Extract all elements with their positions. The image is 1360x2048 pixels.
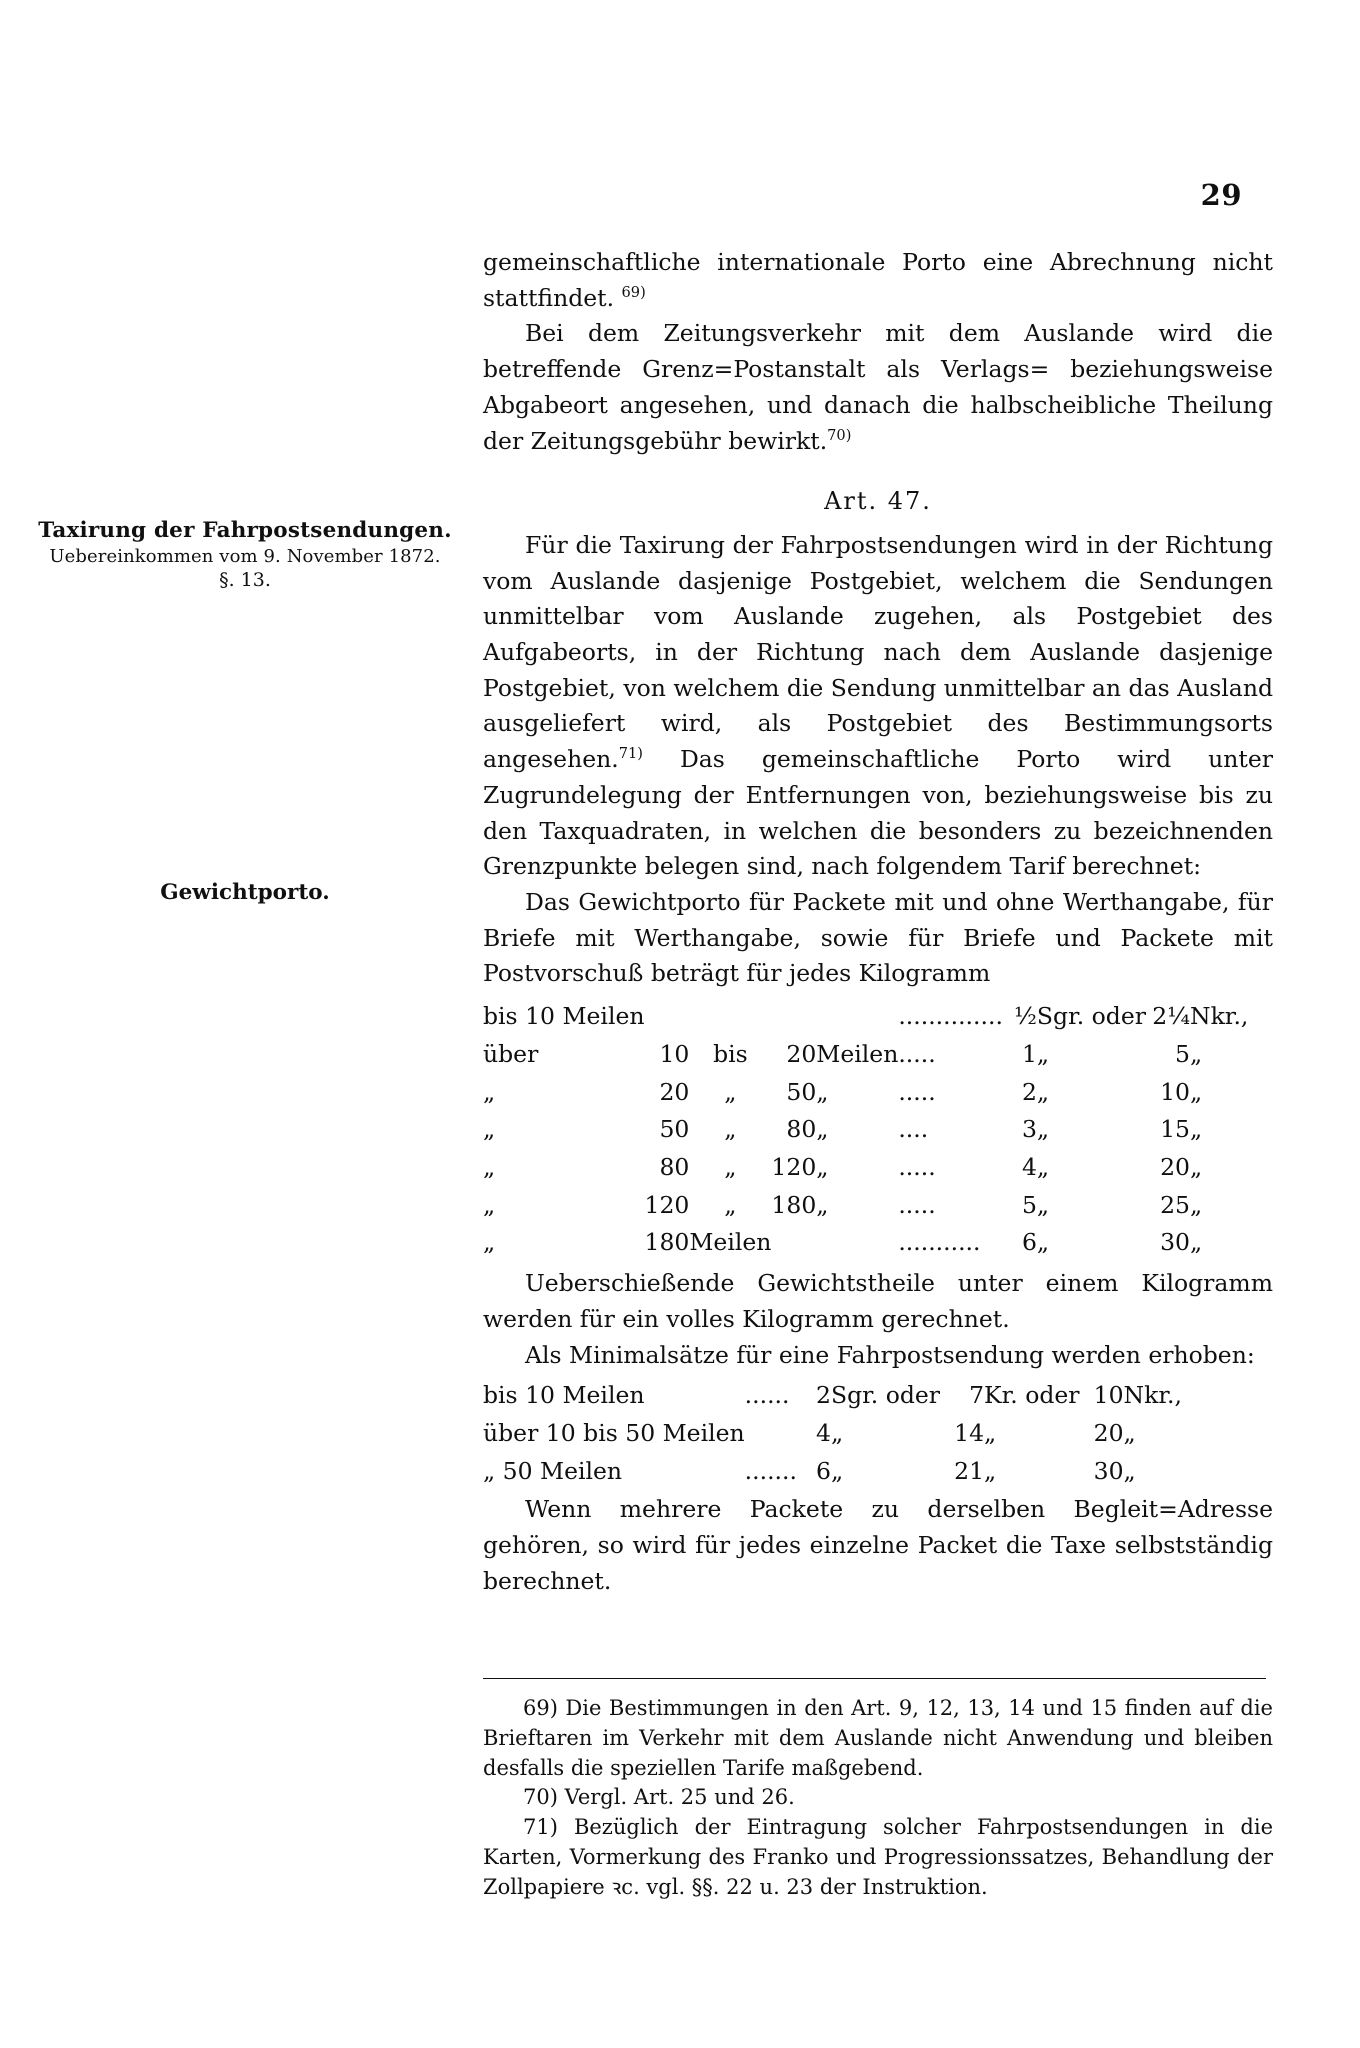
cell-unit: „ <box>816 1077 829 1106</box>
cell-to: 180 <box>771 1190 817 1219</box>
cell-kr-unit: „ <box>984 1456 997 1485</box>
minimum-rate-table <box>483 1377 1182 1490</box>
footnote-69 <box>483 1694 1273 1783</box>
cell-sgr-value: 6 <box>816 1456 831 1485</box>
cell-kr-unit: „ <box>1190 1153 1203 1181</box>
footnote-text: Vergl. Art. 25 und 26. <box>557 1785 795 1810</box>
cell-to: 20 <box>786 1039 817 1068</box>
cell-unit: Meilen <box>816 1039 899 1068</box>
cell-prefix: über <box>483 1039 539 1068</box>
cell-to: 50 <box>786 1077 817 1106</box>
cell-leader <box>745 1415 797 1453</box>
cell-prefix: „ <box>483 1115 496 1144</box>
paragraph-text-cont: Das gemeinschaftliche Porto wird unter Zugrundelegung der Entfernungen von, beziehungsweise bis zu den Taxquadraten, in welchen die besonders zu bezeichnenden Grenzpunkte belegen sind, nach folgendem Tarif berechnet: <box>483 745 1273 881</box>
table-row <box>483 1111 1248 1149</box>
margin-note-paragraph: §. 13. <box>219 569 271 591</box>
cell-sgr-value: 3 <box>1021 1115 1037 1144</box>
paragraph-continuation <box>483 245 1273 316</box>
cell-kr-value: 25 <box>1160 1190 1190 1219</box>
paragraph-text: gemeinschaftliche internationale Porto eine Abrechnung nicht stattfindet. <box>483 248 1273 312</box>
minimum-rate-table-body <box>483 1377 1182 1490</box>
margin-note-gewichtporto: Gewichtporto. <box>160 880 330 905</box>
table-row <box>483 1453 1182 1491</box>
cell-from: 20 <box>659 1077 690 1106</box>
cell-to: 80 <box>786 1115 817 1144</box>
cell-range: „ 50 Meilen <box>483 1456 623 1485</box>
paragraph-mehrere-packete: Wenn mehrere Packete zu derselben Begleit=Adresse gehören, so wird für jedes einzelne Packet die Taxe selbstständig berechnet. <box>483 1495 1273 1595</box>
cell-from: 10 <box>659 1039 690 1068</box>
paragraph-gewichtporto: Das Gewichtporto für Packete mit und ohne Werthangabe, für Briefe mit Werthangabe, sowie für Briefe und Packete mit Postvorschuß beträgt für jedes Kilogramm <box>483 887 1273 988</box>
cell-leader: ..... <box>898 1153 936 1181</box>
cell-kr-value: 30 <box>1160 1228 1190 1257</box>
cell-to: 120 <box>771 1153 817 1181</box>
cell-prefix: „ <box>483 1077 496 1106</box>
cell-kr-unit: „ <box>984 1419 997 1448</box>
paragraph-text: Bei dem Zeitungsverkehr mit dem Auslande wird die betreffende Grenz=Postanstalt als Verlags= beziehungsweise Abgabeort angesehen, und danach die halbscheibliche Theilung der Zeitungsgebühr bewirkt. <box>483 319 1273 455</box>
table-row <box>483 1149 1248 1187</box>
cell-leader: .............. <box>898 1002 1003 1031</box>
cell-kr-unit: Nkr., <box>1190 1002 1249 1031</box>
cell-nkr-value: 10 <box>1093 1381 1124 1410</box>
cell-from: 120 <box>644 1190 690 1219</box>
cell-sgr-unit: „ <box>1036 1153 1050 1181</box>
footnote-ref-71: 71) <box>618 745 643 763</box>
table-row <box>483 1074 1248 1112</box>
table-row <box>483 1036 1248 1074</box>
cell-sgr-unit: „ <box>1036 1228 1050 1257</box>
cell-sgr-value: 2 <box>816 1381 831 1410</box>
cell-from <box>645 998 690 1036</box>
cell-range: über 10 bis 50 Meilen <box>483 1419 745 1448</box>
cell-sgr-value: 4 <box>1021 1153 1037 1181</box>
cell-sgr-unit: Sgr. oder <box>830 1381 941 1410</box>
paragraph-text: Für die Taxirung der Fahrpostsendungen wird in der Richtung vom Auslande dasjenige Postgebiet, welchem die Sendungen unmittelbar vom Auslande zugehen, als Postgebiet des Aufgabeorts, in der Richtung nach dem Auslande dasjenige Postgebiet, von welchem die Sendung unmittelbar an das Ausland ausgeliefert wird, als Postgebiet des Bestimmungsorts angesehen. <box>483 530 1273 774</box>
footnote-70 <box>483 1783 1273 1813</box>
cell-kr-value: 7 <box>969 1381 985 1410</box>
cell-mid: „ <box>724 1077 737 1106</box>
cell-sgr-value: 6 <box>1021 1228 1037 1257</box>
cell-kr-unit: „ <box>1190 1115 1203 1144</box>
paragraph-ueberschiessende: Ueberschießende Gewichtstheile unter einem Kilogramm werden für ein volles Kilogramm gerechnet. <box>483 1269 1273 1333</box>
footnote-text: Die Bestimmungen in den Art. 9, 12, 13, 14 und 15 finden auf die Brieftaren im Verkehr mit dem Auslande nicht Anwendung und bleiben desfalls die speziellen Tarife maßgebend. <box>483 1696 1273 1780</box>
cell-sgr-value: ½ <box>1014 1002 1037 1031</box>
table-row <box>483 1415 1182 1453</box>
cell-to <box>771 998 816 1036</box>
article-heading: Art. 47. <box>824 487 932 516</box>
cell-sgr-unit: „ <box>1036 1115 1050 1144</box>
cell-range: bis 10 Meilen <box>483 1381 645 1410</box>
cell-kr-unit: „ <box>1190 1228 1203 1257</box>
footnote-marker: 71) <box>523 1815 558 1840</box>
cell-leader: .... <box>898 1115 929 1144</box>
cell-unit: „ <box>816 1153 829 1181</box>
cell-prefix: „ <box>483 1190 496 1219</box>
cell-sgr-unit: Sgr. oder <box>1036 1002 1146 1031</box>
paragraph-taxirung <box>483 528 1273 885</box>
footnote-marker: 69) <box>523 1696 558 1720</box>
cell-kr-value: 10 <box>1160 1077 1190 1106</box>
footnote-separator <box>483 1678 1266 1679</box>
cell-nkr-unit: „ <box>1123 1456 1136 1485</box>
cell-mid: „ <box>724 1153 737 1181</box>
footnote-text: Bezüglich der Eintragung solcher Fahrpostsendungen in die Karten, Vormerkung des Franko und Progressionssatzes, Behandlung der Zollpapiere ꝛc. vgl. §§. 22 u. 23 der Instruktion. <box>483 1815 1273 1899</box>
cell-leader: ....... <box>744 1456 797 1485</box>
cell-sgr-value: 5 <box>1021 1190 1037 1219</box>
cell-nkr-unit: Nkr., <box>1123 1381 1182 1410</box>
cell-prefix: „ <box>483 1228 496 1257</box>
cell-kr-unit: „ <box>1190 1077 1203 1106</box>
cell-from: 50 <box>659 1115 690 1144</box>
cell-mid <box>689 998 771 1036</box>
cell-from: 80 <box>659 1153 690 1181</box>
cell-kr-unit: Kr. oder <box>984 1381 1080 1410</box>
paragraph-minimalsaetze: Als Minimalsätze für eine Fahrpostsendung werden erhoben: <box>525 1340 1255 1369</box>
cell-mid: bis <box>713 1039 748 1068</box>
cell-prefix: bis 10 Meilen <box>483 1002 645 1031</box>
cell-sgr-value: 2 <box>1021 1077 1037 1106</box>
cell-sgr-unit: „ <box>1036 1190 1050 1219</box>
cell-from: 180 <box>644 1228 690 1257</box>
cell-kr-value: 21 <box>954 1456 985 1485</box>
cell-leader: ..... <box>898 1190 936 1219</box>
footnote-ref-70: 70) <box>827 426 852 444</box>
table-row <box>483 1377 1182 1415</box>
cell-prefix: „ <box>483 1153 496 1181</box>
table-row <box>483 1224 1248 1262</box>
margin-note-source: Uebereinkommen vom 9. November 1872. <box>49 546 441 567</box>
cell-kr-unit: „ <box>1190 1039 1203 1068</box>
cell-sgr-unit: „ <box>1036 1077 1050 1106</box>
cell-sgr-unit: „ <box>830 1456 844 1485</box>
cell-mid: Meilen <box>689 1228 772 1257</box>
footnote-ref-69: 69) <box>621 283 646 301</box>
footnote-71 <box>483 1813 1273 1902</box>
cell-unit <box>816 1224 898 1262</box>
cell-leader: ........... <box>898 1228 981 1257</box>
cell-kr-value: 20 <box>1160 1153 1190 1181</box>
cell-to <box>771 1224 816 1262</box>
cell-kr-value: 14 <box>954 1419 985 1448</box>
weight-rate-table <box>483 998 1248 1262</box>
table-row <box>483 1187 1248 1225</box>
paragraph-zeitungsverkehr <box>483 316 1273 459</box>
cell-leader: ..... <box>898 1039 936 1068</box>
cell-kr-value: 2¼ <box>1152 1002 1190 1031</box>
cell-kr-unit: „ <box>1190 1190 1203 1219</box>
cell-nkr-unit: „ <box>1123 1419 1136 1448</box>
cell-sgr-unit: „ <box>1036 1039 1050 1068</box>
footnote-area <box>483 1694 1273 1903</box>
cell-mid: „ <box>724 1190 737 1219</box>
cell-unit: „ <box>816 1115 829 1144</box>
main-text-column <box>483 245 1273 1600</box>
margin-note-title: Taxirung der Fahrpostsendungen. <box>38 518 452 543</box>
cell-sgr-unit: „ <box>830 1419 844 1448</box>
cell-sgr-value: 4 <box>816 1419 831 1448</box>
cell-leader: ..... <box>898 1077 936 1106</box>
cell-unit: „ <box>816 1190 829 1219</box>
cell-leader: ...... <box>744 1381 790 1410</box>
page-number: 29 <box>1200 178 1242 212</box>
cell-nkr-value: 20 <box>1093 1419 1124 1448</box>
weight-rate-table-body <box>483 998 1248 1262</box>
cell-kr-value: 5 <box>1175 1039 1190 1068</box>
cell-kr-value: 15 <box>1160 1115 1190 1144</box>
footnote-marker: 70) <box>523 1785 558 1810</box>
margin-note-taxirung <box>20 518 470 591</box>
table-row <box>483 998 1248 1036</box>
cell-mid: „ <box>724 1115 737 1144</box>
cell-unit <box>816 998 898 1036</box>
cell-sgr-value: 1 <box>1021 1039 1037 1068</box>
cell-nkr-value: 30 <box>1093 1456 1124 1485</box>
